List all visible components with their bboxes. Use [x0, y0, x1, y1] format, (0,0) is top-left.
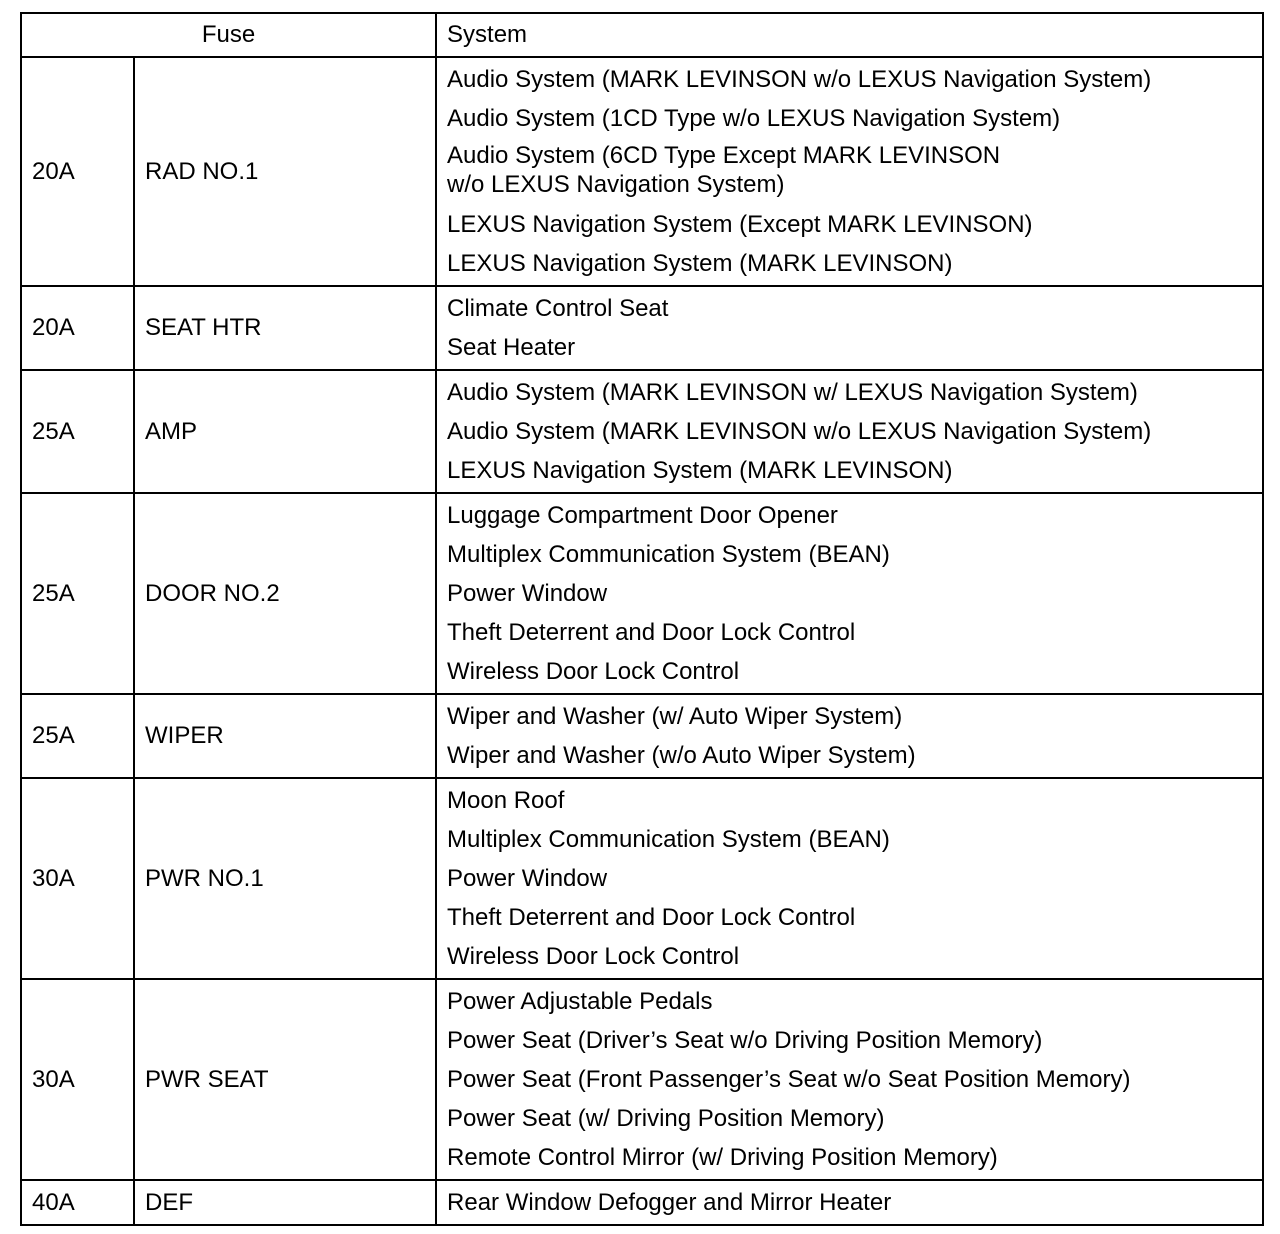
table-row: [21, 286, 1263, 370]
system-list: [436, 370, 1263, 493]
fuse-name: DEF: [134, 1180, 436, 1225]
system-list: [436, 286, 1263, 370]
system-item: Power Seat (w/ Driving Position Memory): [447, 1105, 885, 1132]
system-list: [436, 493, 1263, 694]
system-list: [436, 57, 1263, 286]
fuse-amperage: 30A: [21, 778, 134, 979]
table-row: [21, 493, 1263, 694]
system-item: Multiplex Communication System (BEAN): [447, 826, 890, 853]
header-row: [21, 13, 1263, 57]
system-item: Climate Control Seat: [447, 295, 669, 322]
system-item: Multiplex Communication System (BEAN): [447, 541, 890, 568]
system-item: Power Adjustable Pedals: [447, 988, 713, 1015]
fuse-name: AMP: [134, 370, 436, 493]
fuse-amperage: 25A: [21, 694, 134, 778]
system-item: LEXUS Navigation System (Except MARK LEVINSON): [447, 211, 1033, 238]
fuse-name: PWR NO.1: [134, 778, 436, 979]
table-row: [21, 1180, 1263, 1225]
system-item: Rear Window Defogger and Mirror Heater: [447, 1189, 892, 1216]
system-list: [436, 694, 1263, 778]
system-item: Theft Deterrent and Door Lock Control: [447, 904, 856, 931]
system-item: Wireless Door Lock Control: [447, 658, 740, 685]
fuse-name: RAD NO.1: [134, 57, 436, 286]
system-item: Wiper and Washer (w/o Auto Wiper System): [447, 742, 916, 769]
system-item: Audio System (MARK LEVINSON w/o LEXUS Navigation System): [447, 66, 1152, 93]
system-list: [436, 1180, 1263, 1225]
table-header: [21, 13, 1263, 57]
system-item: Remote Control Mirror (w/ Driving Position Memory): [447, 1144, 998, 1171]
system-item: Seat Heater: [447, 334, 576, 361]
fuse-amperage: 20A: [21, 286, 134, 370]
table-row: [21, 57, 1263, 286]
system-item: Theft Deterrent and Door Lock Control: [447, 619, 856, 646]
fuse-table: [20, 12, 1264, 1226]
fuse-amperage: 30A: [21, 979, 134, 1180]
system-item: Audio System (MARK LEVINSON w/o LEXUS Navigation System): [447, 418, 1152, 445]
system-item: Wiper and Washer (w/ Auto Wiper System): [447, 703, 903, 730]
fuse-amperage: 20A: [21, 57, 134, 286]
fuse-name: WIPER: [134, 694, 436, 778]
fuse-amperage: 25A: [21, 493, 134, 694]
fuse-name: PWR SEAT: [134, 979, 436, 1180]
system-item: Power Window: [447, 865, 608, 892]
fuse-amperage: 40A: [21, 1180, 134, 1225]
system-item: Audio System (1CD Type w/o LEXUS Navigation System): [447, 105, 1061, 132]
system-item: Power Seat (Front Passenger’s Seat w/o Seat Position Memory): [447, 1066, 1131, 1093]
fuse-name: SEAT HTR: [134, 286, 436, 370]
system-list: [436, 979, 1263, 1180]
system-item: Audio System (MARK LEVINSON w/ LEXUS Navigation System): [447, 379, 1138, 406]
system-item: Power Window: [447, 580, 608, 607]
system-item: LEXUS Navigation System (MARK LEVINSON): [447, 457, 953, 484]
system-item: Wireless Door Lock Control: [447, 943, 740, 970]
table-row: [21, 979, 1263, 1180]
fuse-amperage: 25A: [21, 370, 134, 493]
system-item: Power Seat (Driver’s Seat w/o Driving Position Memory): [447, 1027, 1043, 1054]
fuse-name: DOOR NO.2: [134, 493, 436, 694]
table-row: [21, 370, 1263, 493]
system-item: LEXUS Navigation System (MARK LEVINSON): [447, 250, 953, 277]
system-column-header: System: [436, 13, 1263, 57]
fuse-column-header: Fuse: [21, 13, 436, 57]
system-item: Moon Roof: [447, 787, 565, 814]
system-list: [436, 778, 1263, 979]
table-row: [21, 778, 1263, 979]
table-row: [21, 694, 1263, 778]
system-item: Luggage Compartment Door Opener: [447, 502, 838, 529]
table-body: [21, 57, 1263, 1225]
system-item: Audio System (6CD Type Except MARK LEVINSON w/o LEXUS Navigation System): [447, 142, 1001, 198]
